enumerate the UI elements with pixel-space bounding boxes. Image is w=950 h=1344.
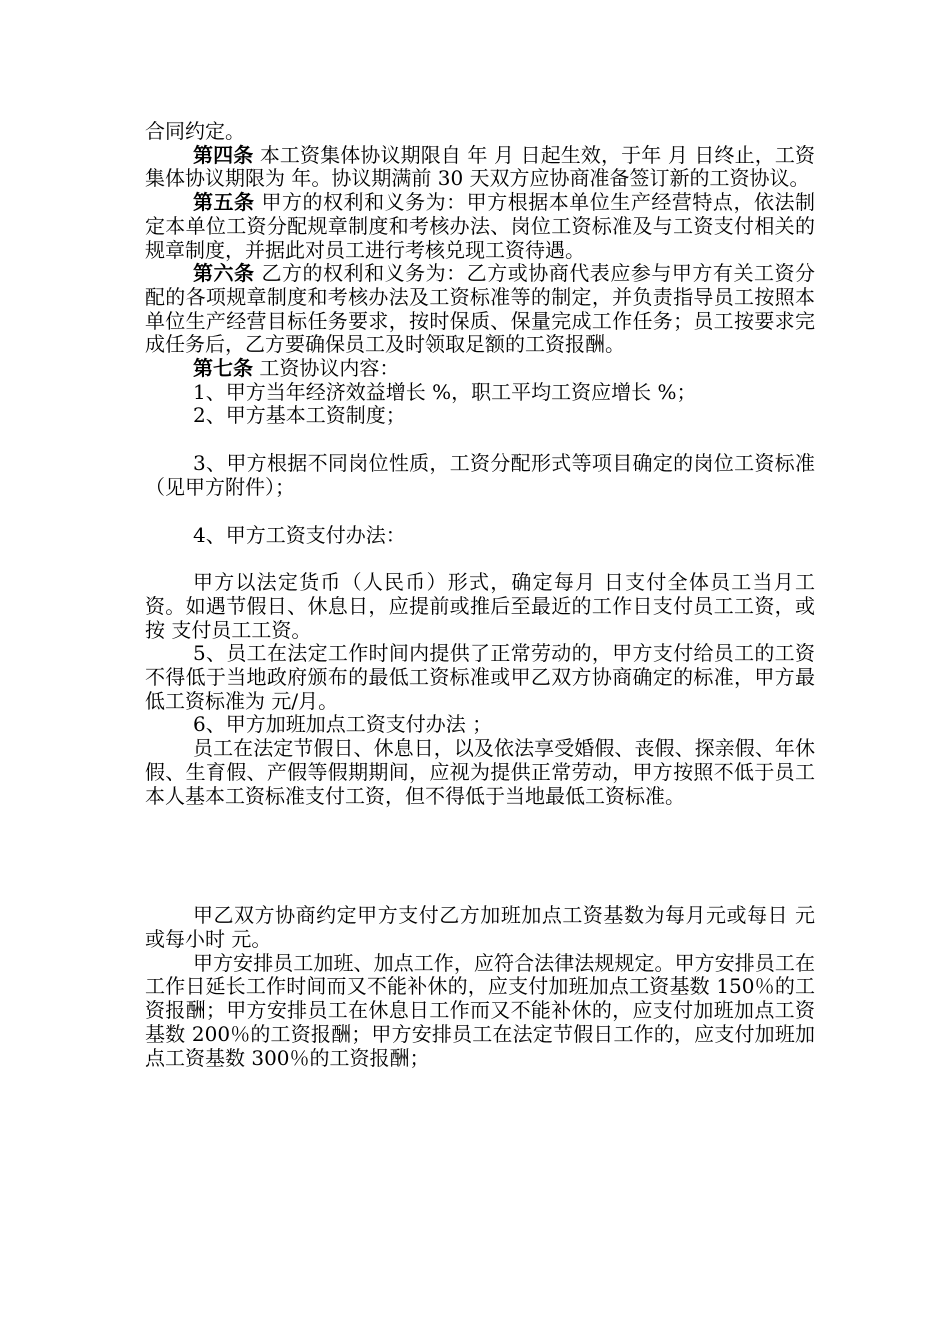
article-7: [145, 357, 815, 381]
article-6-heading: 第六条: [193, 261, 255, 286]
overtime-rules-paragraph: 甲方安排员工加班、加点工作，应符合法律法规规定。甲方安排员工在工作日延长工作时间而又不能补休的，应支付加班加点工资基数 150％的工资报酬；甲方安排员工在休息日工作而又不能补休的，应支付加班加点工资基数 200％的工资报酬；甲方安排员工在法定节假日工作的，应支付加班加点工资基数 300％的工资报酬；: [145, 950, 815, 1070]
overtime-base-paragraph: 甲乙双方协商约定甲方支付乙方加班加点工资基数为每月元或每日 元或每小时 元。: [145, 903, 815, 951]
paragraph-contract: 合同约定。: [145, 119, 245, 143]
payment-paragraph: 甲方以法定货币（人民币）形式，确定每月 日支付全体员工当月工资。如遇节假日、休息日，应提前或推后至最近的工作日支付员工工资，或按 支付员工工资。: [145, 570, 815, 642]
leave-paragraph: 员工在法定节假日、休息日，以及依法享受婚假、丧假、探亲假、年休假、生育假、产假等假期期间，应视为提供正常劳动，甲方按照不低于员工本人基本工资标准支付工资，但不得低于当地最低工资标准。: [145, 736, 815, 808]
article-5-heading: 第五条: [193, 190, 255, 215]
item-5: 5、员工在法定工作时间内提供了正常劳动的，甲方支付给员工的工资不得低于当地政府颁布的最低工资标准或甲乙双方协商确定的标准，甲方最低工资标准为 元/月。: [145, 641, 815, 713]
article-5-text: 甲方的权利和义务为：甲方根据本单位生产经营特点，依法制定本单位工资分配规章制度和考核办法、岗位工资标准及与工资支付相关的规章制度，并据此对员工进行考核兑现工资待遇。: [145, 190, 816, 262]
article-6: [145, 262, 815, 357]
item-4: 4、甲方工资支付办法：: [193, 522, 406, 547]
spacer: [145, 547, 815, 571]
item-6: 6、甲方加班加点工资支付办法 ；: [193, 712, 493, 737]
article-6-text: 乙方的权利和义务为：乙方或协商代表应参与甲方有关工资分配的各项规章制度和考核办法及工资标准等的制定，并负责指导员工按照本单位生产经营目标任务要求，按时保质、保量完成工作任务；员工按要求完成任务后，乙方要确保员工及时领取足额的工资报酬。: [145, 261, 816, 357]
article-4-heading: 第四条: [193, 142, 254, 167]
article-7-heading: 第七条: [193, 356, 253, 381]
item-3: 3、甲方根据不同岗位性质，工资分配形式等项目确定的岗位工资标准（见甲方附件）；: [145, 451, 815, 499]
document-page: [145, 120, 815, 1070]
spacer: [145, 808, 815, 904]
article-5: [145, 191, 815, 262]
article-7-text: 工资协议内容：: [253, 356, 400, 381]
item-2: 2、甲方基本工资制度；: [193, 403, 406, 428]
item-1: 1、甲方当年经济效益增长 %，职工平均工资应增长 %；: [193, 379, 697, 404]
spacer: [145, 500, 815, 524]
article-4: [145, 144, 815, 191]
article-4-text: 本工资集体协议期限自 年 月 日起生效，于年 月 日终止，工资集体协议期限为 年。协议期满前 30 天双方应协商准备签订新的工资协议。: [145, 142, 815, 191]
spacer: [145, 428, 815, 452]
